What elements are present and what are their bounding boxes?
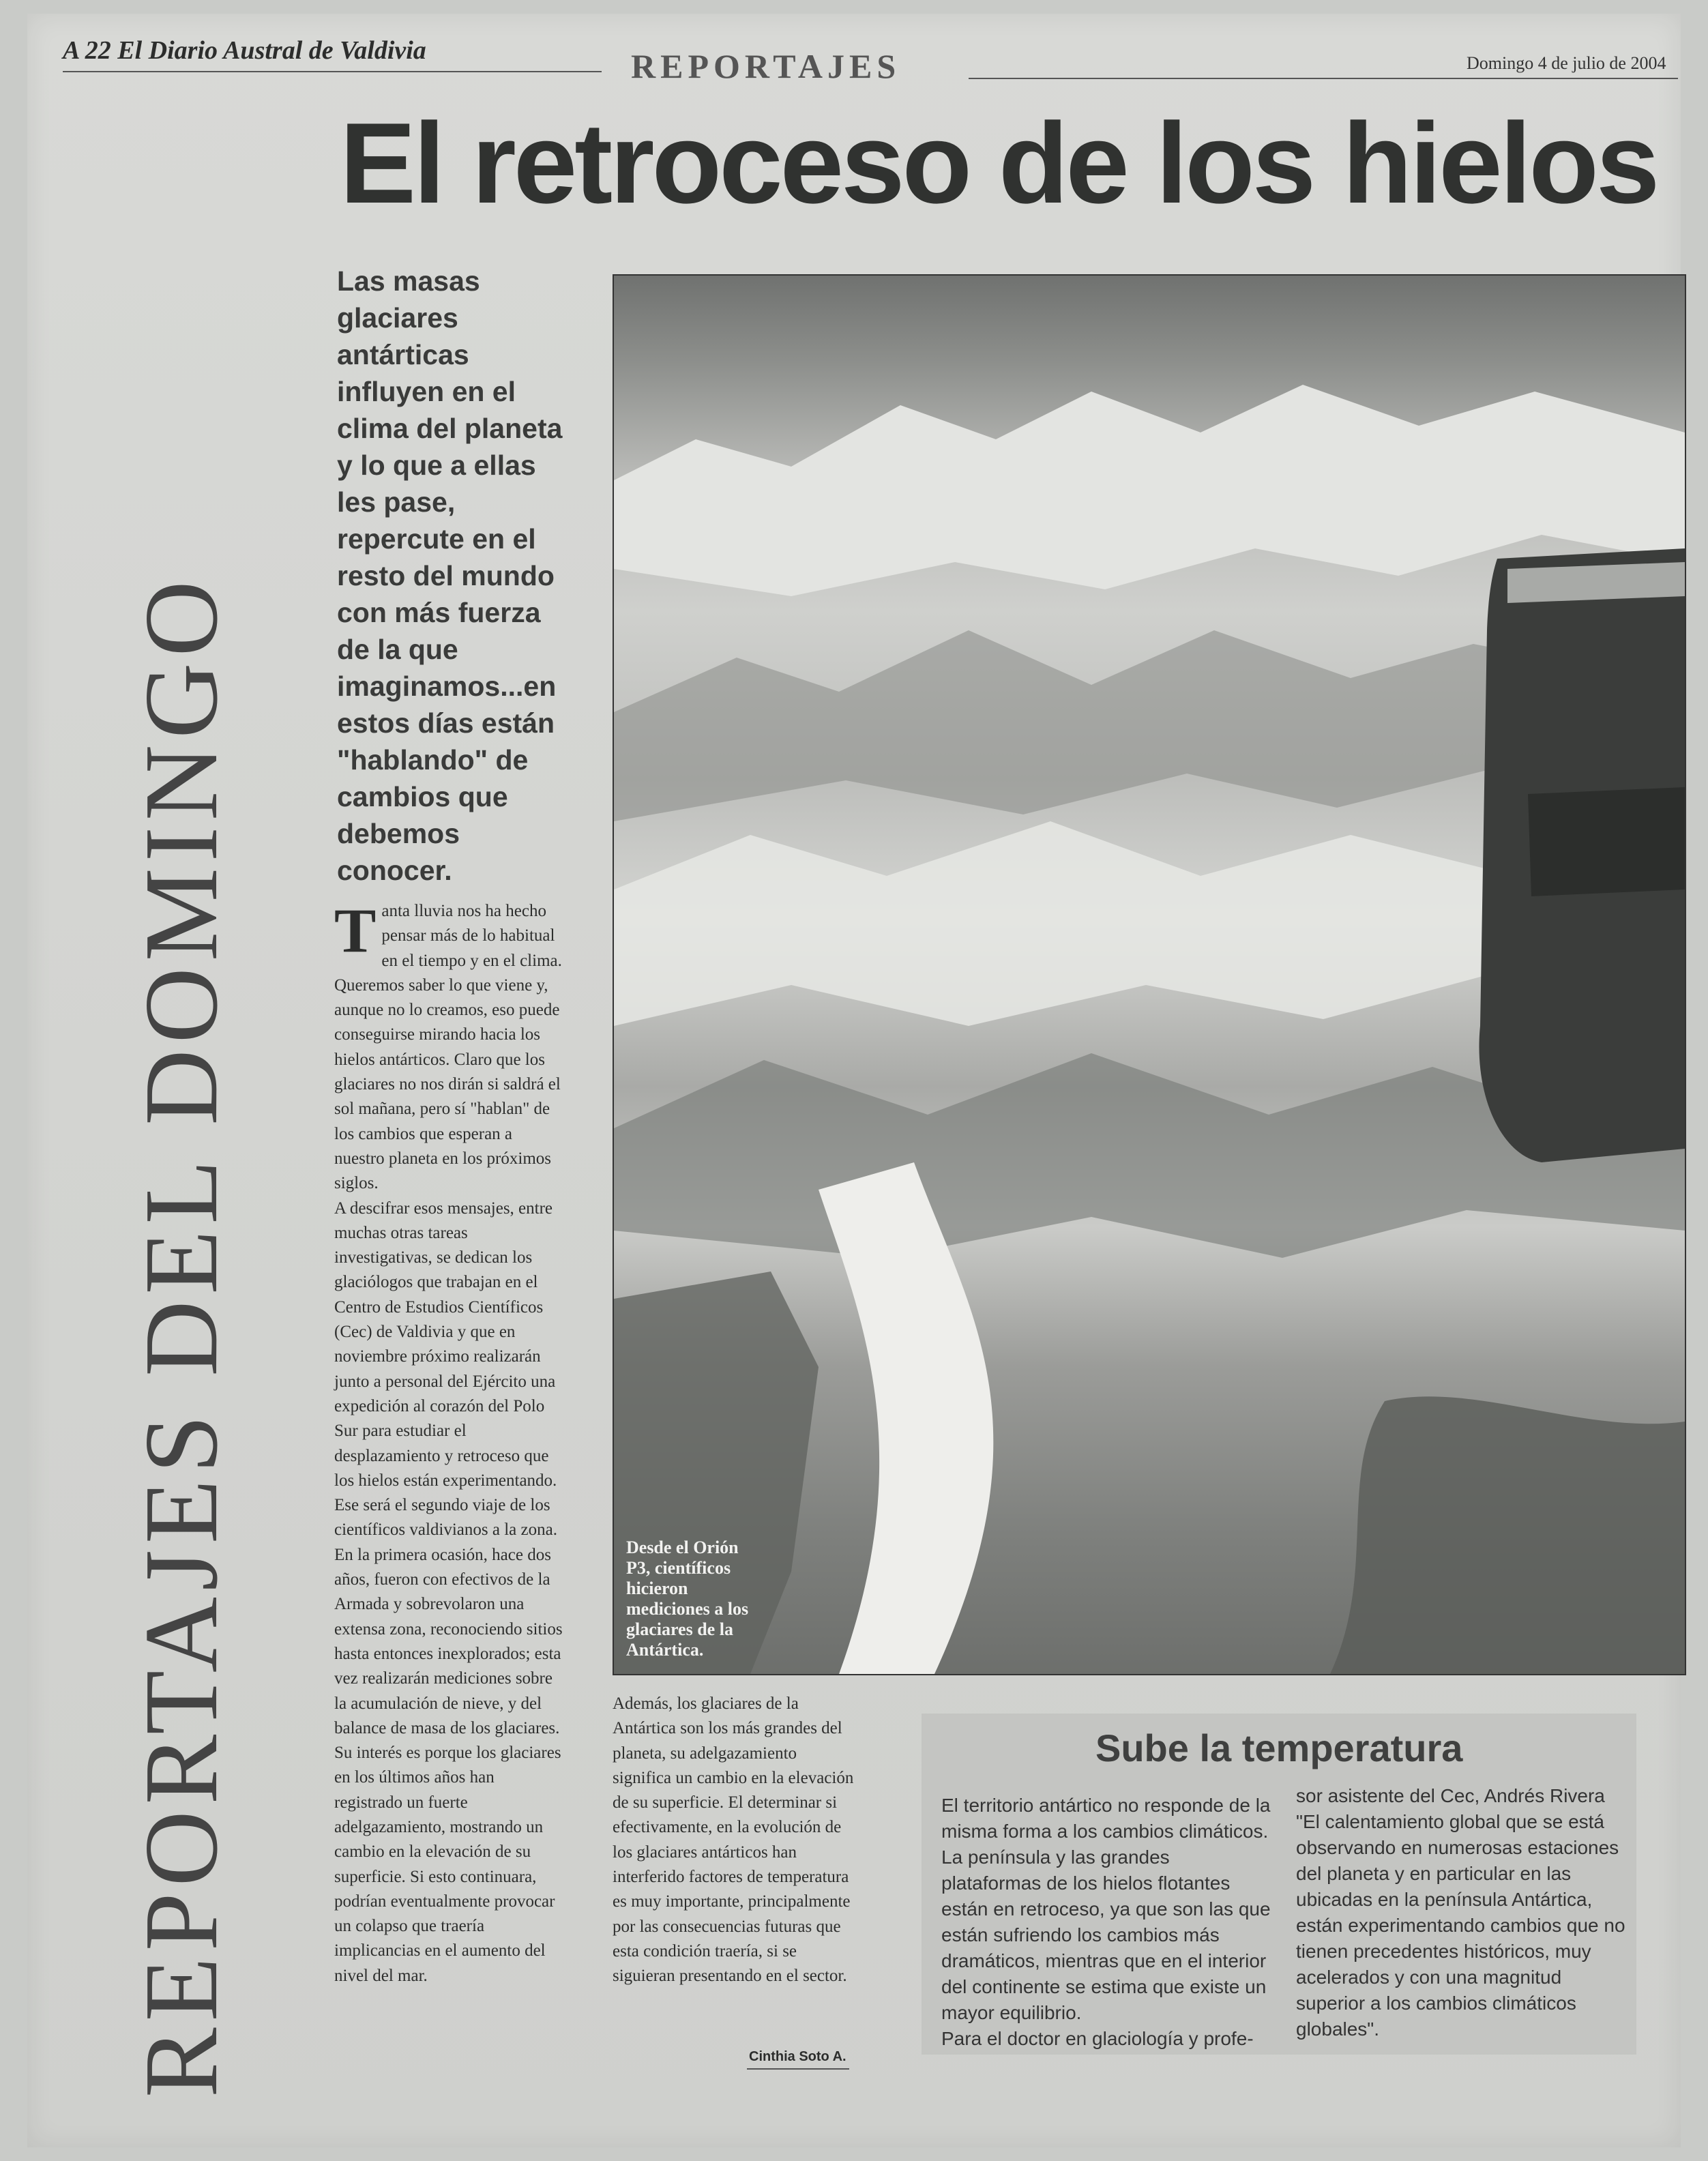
vertical-section-label: REPORTAJES DEL DOMINGO	[123, 574, 239, 2098]
lead-paragraph: Las masas glaciares antárticas influyen en el clima del planeta y lo que a ellas les pase, repercute en el resto del mundo con más fuerza de la que imaginamos...en estos días están "hablando" de cambios que debemos conocer.	[337, 265, 563, 886]
byline: Cinthia Soto A.	[749, 2049, 846, 2064]
body-column-2	[613, 1692, 858, 1989]
masthead-rule-right	[969, 78, 1678, 79]
first-paragraph-text: anta lluvia nos ha hecho pensar más de lo habitual en el tiempo y en el clima. Queremos saber lo que viene y, aunque no lo creamos, eso puede conseguirse mirando hacia los hielos antárticos. Claro que los glaciares no nos dirán si saldrá el sol mañana, pero sí "hablan" de los cambios que esperan a nuestro planeta en los próximos siglos.	[334, 902, 562, 1193]
masthead-rule-left	[63, 71, 602, 72]
paragraph: El territorio antártico no responde de la misma forma a los cambios climáticos. La península y las grandes plataformas de los hielos flotantes están en retroceso, ya que son las que están sufriendo los cambios más dramáticos, mientras que en el interior del continente se estima que existe un mayor equilibrio.	[941, 1795, 1271, 2023]
headline: El retroceso de los hielos	[340, 99, 1658, 227]
sidebar-column-1	[941, 1793, 1273, 2052]
page-folio: A 22 El Diario Austral de Valdivia	[63, 36, 426, 65]
section-title: REPORTAJES	[631, 47, 901, 85]
sidebar-title: Sube la temperatura	[1095, 1726, 1463, 1769]
paragraph: Ese será el segundo viaje de los científicos valdivianos a la zona. En la primera ocasión, hace dos años, fueron con efectivos de la Armada y sobrevolaron una extensa zona, reconociendo sitios hasta entonces inexplorados; esta vez realizarán mediciones sobre la acumulación de nieve, y del balance de masa de los glaciares.	[334, 1496, 563, 1737]
issue-date: Domingo 4 de julio de 2004	[1467, 53, 1666, 73]
paragraph: Para el doctor en glaciología y profe-	[941, 2028, 1254, 2049]
first-paragraph	[334, 896, 566, 1196]
paragraph: A descifrar esos mensajes, entre muchas otras tareas investigativas, se dedican los glaciólogos que trabajan en el Centro de Estudios Científicos (Cec) de Valdivia y que en noviembre próximo realizarán junto a personal del Ejército una expedición al corazón del Polo Sur para estudiar el desplazamiento y retroceso que los hielos están experimentando.	[334, 1199, 557, 1490]
paragraph: sor asistente del Cec, Andrés Rivera "El calentamiento global que se está observando en numerosas estaciones del planeta y en particular en las ubicadas en la península Antártica, están experimentando cambios que no tienen precedentes históricos, muy acelerados y con una magnitud superior a los cambios climáticos globales".	[1296, 1785, 1625, 2040]
sidebar-column-2	[1296, 1783, 1629, 2042]
paragraph: Su interés es porque los glaciares en los últimos años han registrado un fuerte adelgazamiento, mostrando un cambio en la elevación de su superficie. Si esto continuara, podrían eventualmente provocar un colapso que traería implicancias en el aumento del nivel del mar.	[334, 1744, 561, 1985]
antarctic-glacier-photo	[613, 274, 1686, 1675]
photo-caption: Desde el Orión P3, científicos hicieron mediciones a los glaciares de la Antártica.	[626, 1538, 749, 1660]
paragraph: Además, los glaciares de la Antártica son los más grandes del planeta, su adelgazamiento significa un cambio en la elevación de su superficie. El determinar si efectivamente, en la evolución de los glaciares antárticos han interferido factores de temperatura es muy importante, principalmente por las consecuencias futuras que esta condición traería, si se siguieran presentando en el sector.	[613, 1694, 854, 1986]
byline-rule	[747, 2068, 849, 2070]
drop-cap: T	[334, 896, 377, 965]
body-column-1	[334, 896, 566, 1988]
